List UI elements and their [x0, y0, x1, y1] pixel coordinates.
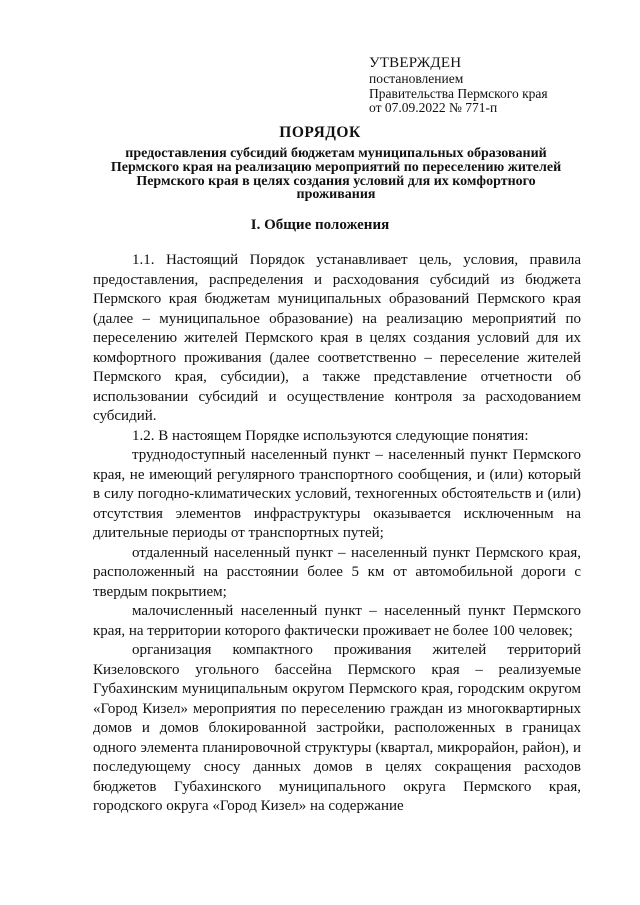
paragraph: 1.2. В настоящем Порядке используются следующие понятия:: [132, 427, 529, 444]
approval-line-2: Правительства Пермского края: [369, 85, 548, 101]
document-subtitle: предоставления субсидий бюджетам муниципальных образований Пермского края на реализацию мероприятий по переселению жителей Пермского края в целях создания условий для их комфортного проживания: [110, 146, 562, 203]
document-body: [93, 251, 581, 817]
document-title: ПОРЯДОК: [279, 124, 361, 141]
paragraph: труднодоступный населенный пункт – населенный пункт Пермского края, не имеющий регулярного транспортного сообщения, и (или) который в силу погодно-климатических условий, техногенных обстоятельств и (или) отсутствия элементов инфраструктуры оказывается исключенным на длительные периоды от транспортных путей;: [93, 447, 581, 541]
paragraph: 1.1. Настоящий Порядок устанавливает цель, условия, правила предоставления, распределения и расходования субсидий из бюджета Пермского края бюджетам муниципальных образований Пермского края (далее – муниципальное образование) на реализацию мероприятий по переселению жителей Пермского края в целях создания условий для их комфортного проживания (далее соответственно – переселение жителей Пермского края, субсидии), а также представление отчетности об использовании субсидий и осуществление контроля за расходованием субсидий.: [93, 252, 581, 424]
section-heading: I. Общие положения: [250, 217, 390, 233]
approval-line-1: постановлением: [369, 71, 464, 86]
paragraph: отдаленный населенный пункт – населенный пункт Пермского края, расположенный на расстоянии более 5 км от автомобильной дороги с твердым покрытием;: [93, 544, 581, 600]
paragraph: организация компактного проживания жителей территорий Кизеловского угольного бассейна Пермского края – реализуемые Губахинским муниципальным округом Пермского края, городским округом «Город Кизел» мероприятия по переселению граждан из многоквартирных домов и домов блокированной застройки, расположенных в границах одного элемента планировочной структуры (квартал, микрорайон, район), и последующему сносу данных домов в целях сокращения расходов бюджетов Губахинского муниципального округа Пермского края, городского округа «Город Кизел» на содержание: [93, 642, 581, 814]
approval-stamp: [369, 55, 548, 116]
paragraph: малочисленный населенный пункт – населенный пункт Пермского края, на территории которого фактически проживает не более 100 человек;: [93, 603, 581, 639]
approval-line-3: от 07.09.2022 № 771-п: [369, 100, 498, 115]
approval-title: УТВЕРЖДЕН: [369, 55, 462, 71]
